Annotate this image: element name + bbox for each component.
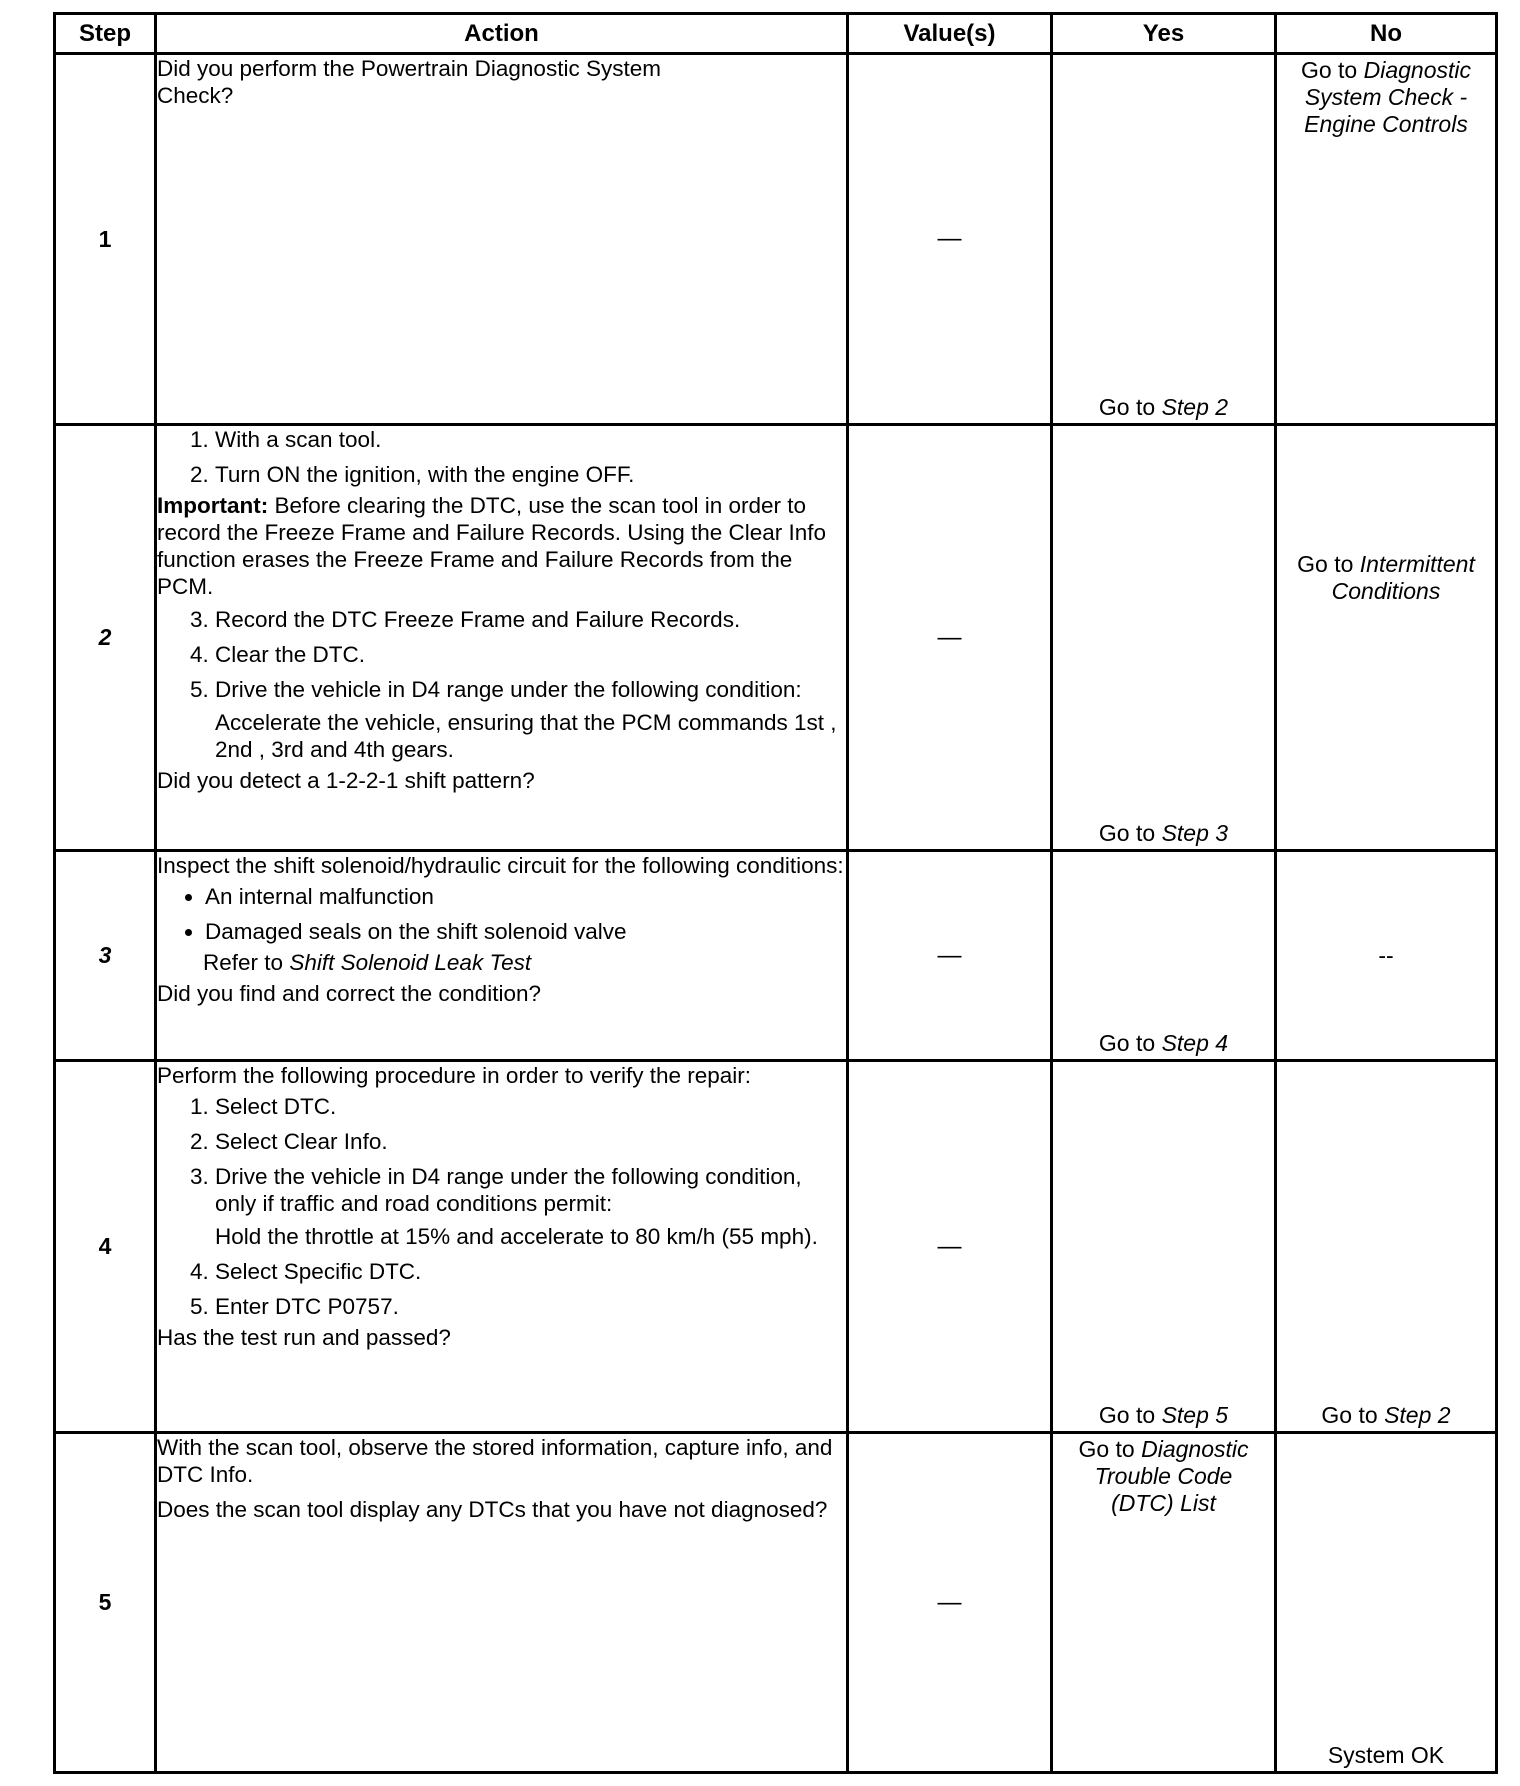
action-intro: Perform the following procedure in order to verify the repair: xyxy=(157,1063,752,1088)
value-cell: — xyxy=(848,54,1052,425)
value-cell: — xyxy=(848,1433,1052,1773)
value-cell: — xyxy=(848,1061,1052,1433)
action-text: Did you perform the Powertrain Diagnostic System Check? xyxy=(157,56,661,108)
action-question: Has the test run and passed? xyxy=(157,1325,451,1350)
no-cell xyxy=(1276,425,1497,851)
action-cell xyxy=(156,54,848,425)
no-cell xyxy=(1276,54,1497,425)
list-item: 3. Record the DTC Freeze Frame and Failure Records. xyxy=(215,606,846,633)
header-no: No xyxy=(1276,14,1497,54)
refer-text: Refer to Shift Solenoid Leak Test xyxy=(203,950,532,975)
yes-goto[interactable]: Go to Step 4 xyxy=(1098,1030,1229,1056)
no-goto[interactable]: Go to Intermittent Conditions xyxy=(1297,551,1475,605)
value-cell: — xyxy=(848,851,1052,1061)
step-number: 4 xyxy=(55,1061,156,1433)
step-number: 2 xyxy=(55,425,156,851)
list-item: 4. Clear the DTC. xyxy=(215,641,846,668)
header-action: Action xyxy=(156,14,848,54)
yes-cell xyxy=(1052,851,1276,1061)
yes-cell xyxy=(1052,1433,1276,1773)
header-step: Step xyxy=(55,14,156,54)
condition-list xyxy=(157,883,846,945)
yes-cell xyxy=(1052,54,1276,425)
yes-cell xyxy=(1052,1061,1276,1433)
list-item: 2. Turn ON the ignition, with the engine OFF. xyxy=(215,461,846,488)
no-cell xyxy=(1276,1433,1497,1773)
action-intro: Inspect the shift solenoid/hydraulic circuit for the following conditions: xyxy=(157,853,844,878)
list-item: 5. Enter DTC P0757. xyxy=(215,1293,846,1320)
list-item: 4. Select Specific DTC. xyxy=(215,1258,846,1285)
header-values: Value(s) xyxy=(848,14,1052,54)
step-list xyxy=(157,1093,846,1320)
yes-goto[interactable]: Go to Step 5 xyxy=(1098,1402,1229,1428)
list-item: 5. Drive the vehicle in D4 range under the following condition: Accelerate the vehicle, ensuring that the PCM commands 1st , 2nd , 3rd and 4th gears. xyxy=(215,676,846,763)
no-value: System OK xyxy=(1327,1742,1445,1768)
step-list xyxy=(157,426,846,488)
no-value: -- xyxy=(1378,942,1394,968)
yes-goto[interactable]: Go to Step 2 xyxy=(1098,394,1229,420)
list-item: • An internal malfunction xyxy=(205,883,846,910)
list-item: 1. With a scan tool. xyxy=(215,426,846,453)
no-cell xyxy=(1276,851,1497,1061)
yes-cell xyxy=(1052,425,1276,851)
action-cell xyxy=(156,851,848,1061)
table-row xyxy=(55,54,1497,425)
table-row xyxy=(55,425,1497,851)
yes-goto[interactable]: Go to Diagnostic Trouble Code (DTC) List xyxy=(1078,1436,1249,1516)
action-question: Did you find and correct the condition? xyxy=(157,981,541,1006)
list-item: 1. Select DTC. xyxy=(215,1093,846,1120)
no-goto[interactable]: Go to Step 2 xyxy=(1321,1402,1451,1428)
action-question: Did you detect a 1-2-2-1 shift pattern? xyxy=(157,768,535,793)
step-number: 3 xyxy=(55,851,156,1061)
action-text: With the scan tool, observe the stored information, capture info, and DTC Info. xyxy=(157,1435,833,1487)
step-number: 5 xyxy=(55,1433,156,1773)
value-cell: — xyxy=(848,425,1052,851)
action-cell xyxy=(156,1061,848,1433)
step-number: 1 xyxy=(55,54,156,425)
header-yes: Yes xyxy=(1052,14,1276,54)
action-cell xyxy=(156,1433,848,1773)
list-item: 3. Drive the vehicle in D4 range under the following condition, only if traffic and road conditions permit: Hold the throttle at 15% and accelerate to 80 km/h (55 mph). xyxy=(215,1163,846,1250)
no-goto[interactable]: Go to Diagnostic System Check - Engine Controls xyxy=(1300,57,1472,137)
list-item: 2. Select Clear Info. xyxy=(215,1128,846,1155)
header-row xyxy=(55,14,1497,54)
yes-goto[interactable]: Go to Step 3 xyxy=(1098,820,1229,846)
action-cell xyxy=(156,425,848,851)
step-list xyxy=(157,606,846,763)
list-item: • Damaged seals on the shift solenoid valve xyxy=(205,918,846,945)
important-note: Important: Before clearing the DTC, use the scan tool in order to record the Freeze Frame and Failure Records. Using the Clear Info function erases the Freeze Frame and Failure Records from the PCM. xyxy=(157,493,827,599)
action-question: Does the scan tool display any DTCs that you have not diagnosed? xyxy=(157,1497,828,1522)
table-row xyxy=(55,1433,1497,1773)
table-row xyxy=(55,1061,1497,1433)
no-cell xyxy=(1276,1061,1497,1433)
diagnostic-table xyxy=(53,12,1498,1774)
table-row xyxy=(55,851,1497,1061)
